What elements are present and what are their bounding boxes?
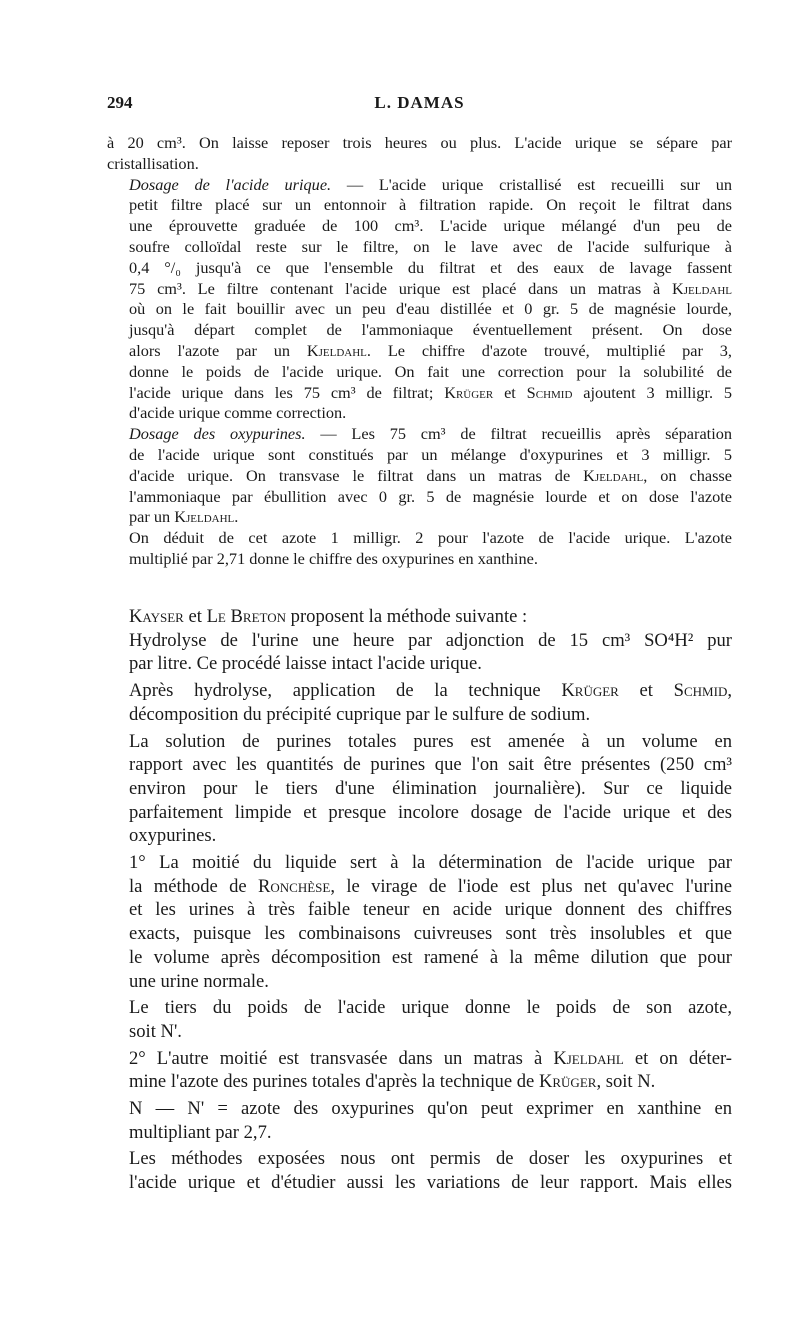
text-line: rapport avec les quantités de purines que l'on sait être présentes (250 cm³ <box>129 754 732 776</box>
author-name: Krüger <box>444 382 494 402</box>
paragraph-intro: Kayser et Le Breton proposent la méthode suivante : <box>129 606 528 627</box>
author-name: Ronchèse <box>257 875 331 897</box>
text-line: 0,4 °/₀ jusqu'à ce que l'ensemble du filtrat et des eaux de lavage fassent <box>129 257 732 277</box>
text-line: On déduit de cet azote 1 milligr. 2 pour l'azote de l'acide urique. L'azote <box>129 528 732 548</box>
author-name: Krüger <box>561 680 619 702</box>
section-heading: Dosage de l'acide urique. <box>129 174 332 194</box>
page-number: 294 <box>107 93 133 112</box>
text-line: 1° La moitié du liquide sert à la détermination de l'acide urique par <box>129 852 732 874</box>
section-heading: Dosage des oxypurines. <box>129 424 306 444</box>
text-line: cristallisation. <box>107 153 199 173</box>
paragraph <box>107 629 732 676</box>
paragraph <box>107 133 732 175</box>
text-line: à 20 cm³. On laisse reposer trois heures ou plus. L'acide urique se sépare par <box>107 133 732 152</box>
author-name: Kjeldahl <box>306 340 367 360</box>
author-name: Schmid <box>673 680 728 702</box>
small-print-section <box>107 133 732 570</box>
text-line: l'acide urique et d'étudier aussi les variations de leur rapport. Mais elles <box>129 1172 732 1194</box>
text-line: petit filtre placé sur un entonnoir à filtration rapide. On reçoit le filtrat dans <box>129 195 732 215</box>
author-name: Kjeldahl <box>553 1047 624 1069</box>
paragraph <box>107 528 732 570</box>
text-line: environ pour le tiers d'une élimination journalière). Sur ce liquide <box>129 777 732 799</box>
text-line: décomposition du précipité cuprique par le sulfure de sodium. <box>129 703 591 725</box>
text-line: par litre. Ce procédé laisse intact l'acide urique. <box>129 653 482 675</box>
author-name: Schmid <box>526 382 573 402</box>
paragraph: 2° L'autre moitié est transvasée dans un matras à Kjeldahl et on déter- mine l'azote des purines totales d'après la technique de Krüger, soit N. <box>129 1047 732 1093</box>
author-name: Le Breton <box>206 606 287 627</box>
text-line: Les méthodes exposées nous ont permis de doser les oxypurines et <box>129 1148 732 1170</box>
text-line: le volume après décomposition est ramené à la même dilution que pour <box>129 946 732 968</box>
author-name: Kjeldahl <box>671 278 732 298</box>
text-line: et les urines à très faible teneur en acide urique donnent des chiffres <box>129 899 732 921</box>
author-name: Kjeldahl <box>583 465 644 485</box>
running-title: L. DAMAS <box>374 93 465 112</box>
paragraph <box>107 1097 732 1144</box>
text-line: jusqu'à départ complet de l'ammoniaque éventuellement présent. On dose <box>129 320 732 340</box>
paragraph: Après hydrolyse, application de la technique Krüger et Schmid, décomposition du précipité cuprique par le sulfure de sodium. <box>107 679 732 726</box>
text-line: Le tiers du poids de l'acide urique donne le poids de son azote, <box>129 997 732 1019</box>
paragraph <box>107 1147 732 1194</box>
text-line: où on le fait bouillir avec un peu d'eau distillée et 0 gr. 5 de magnésie lourde, <box>129 299 732 319</box>
main-text-section <box>107 605 732 1195</box>
text-line: La solution de purines totales pures est amenée à un volume en <box>129 730 732 752</box>
text-line: l'ammoniaque par ébullition avec 0 gr. 5 de magnésie lourde et on dose l'azote <box>129 486 732 506</box>
text-line: soufre colloïdal reste sur le filtre, on le lave avec de l'acide sulfurique à <box>129 236 732 256</box>
author-name: Kayser <box>129 606 184 627</box>
page-header <box>107 93 732 115</box>
paragraph: 1° La moitié du liquide sert à la détermination de l'acide urique par la méthode de Ronchèse, le virage de l'iode est plus net qu'avec l'urine et les urines à très faible teneur en acide urique donnent des chiffres exacts, puisque les combinaisons cuivreuses sont très insolubles et que le volume après décomposition est ramené à la même dilution que pour une urine normale. <box>107 851 732 993</box>
text-line: multiplié par 2,71 donne le chiffre des oxypurines en xanthine. <box>129 548 538 568</box>
paragraph <box>107 730 732 849</box>
text-line: Hydrolyse de l'urine une heure par adjonction de 15 cm³ SO⁴H² pur <box>129 629 732 651</box>
author-name: Kjeldahl <box>174 507 235 527</box>
text-line: donne le poids de l'acide urique. On fait une correction pour la solubilité de <box>129 361 732 381</box>
text-line: oxypurines. <box>129 825 217 847</box>
paragraph-dosage-oxypurines: Dosage des oxypurines. — Les 75 cm³ de filtrat recueillis après séparation de l'acide urique sont constitués par un mélange d'oxypurines et 3 milligr. 5 d'acide urique. On transvase le filtrat dans un matras de Kjeldahl, on chasse l'ammoniaque par ébullition avec 0 gr. 5 de magnésie lourde et on dose l'azote par un Kjeldahl. <box>107 424 732 528</box>
text-line: une éprouvette graduée de 100 cm³. L'acide urique mélangé d'un peu de <box>129 216 732 236</box>
text-line: d'acide urique comme correction. <box>129 403 347 423</box>
paragraph <box>107 996 732 1043</box>
text-line: de l'acide urique sont constitués par un mélange d'oxypurines et 3 milligr. 5 <box>129 444 732 464</box>
text-line: exacts, puisque les combinaisons cuivreuses sont très insolubles et que <box>129 923 732 945</box>
paragraph-dosage-acide-urique: Dosage de l'acide urique. — L'acide urique cristallisé est recueilli sur un petit filtre placé sur un entonnoir à filtration rapide. On reçoit le filtrat dans une éprouvette graduée de 100 cm³. L'acide urique mélangé d'un peu de soufre colloïdal reste sur le filtre, on le lave avec de l'acide sulfurique à 0,4 °/₀ jusqu'à ce que l'ensemble du filtrat et des eaux de lavage fassent 75 cm³. Le filtre contenant l'acide urique est placé dans un matras à Kjeldahl où on le fait bouillir avec un peu d'eau distillée et 0 gr. 5 de magnésie lourde, jusqu'à départ complet de l'ammoniaque éventuellement présent. On dose alors l'azote par un Kjeldahl. Le chiffre d'azote trouvé, multiplié par 3, donne le poids de l'acide urique. On fait une correction pour la solubilité de l'acide urique dans les 75 cm³ de filtrat; Krüger et Schmid ajoutent 3 milligr. 5 d'acide urique comme correction. <box>107 175 732 425</box>
text-line: parfaitement limpide et presque incolore dosage de l'acide urique et des <box>129 801 732 823</box>
text-line: N — N' = azote des oxypurines qu'on peut exprimer en xanthine en <box>129 1098 732 1120</box>
author-name: Krüger <box>538 1071 597 1093</box>
text-line: une urine normale. <box>129 970 269 992</box>
text-line: soit N'. <box>129 1020 182 1042</box>
text-line: multipliant par 2,7. <box>129 1121 272 1143</box>
